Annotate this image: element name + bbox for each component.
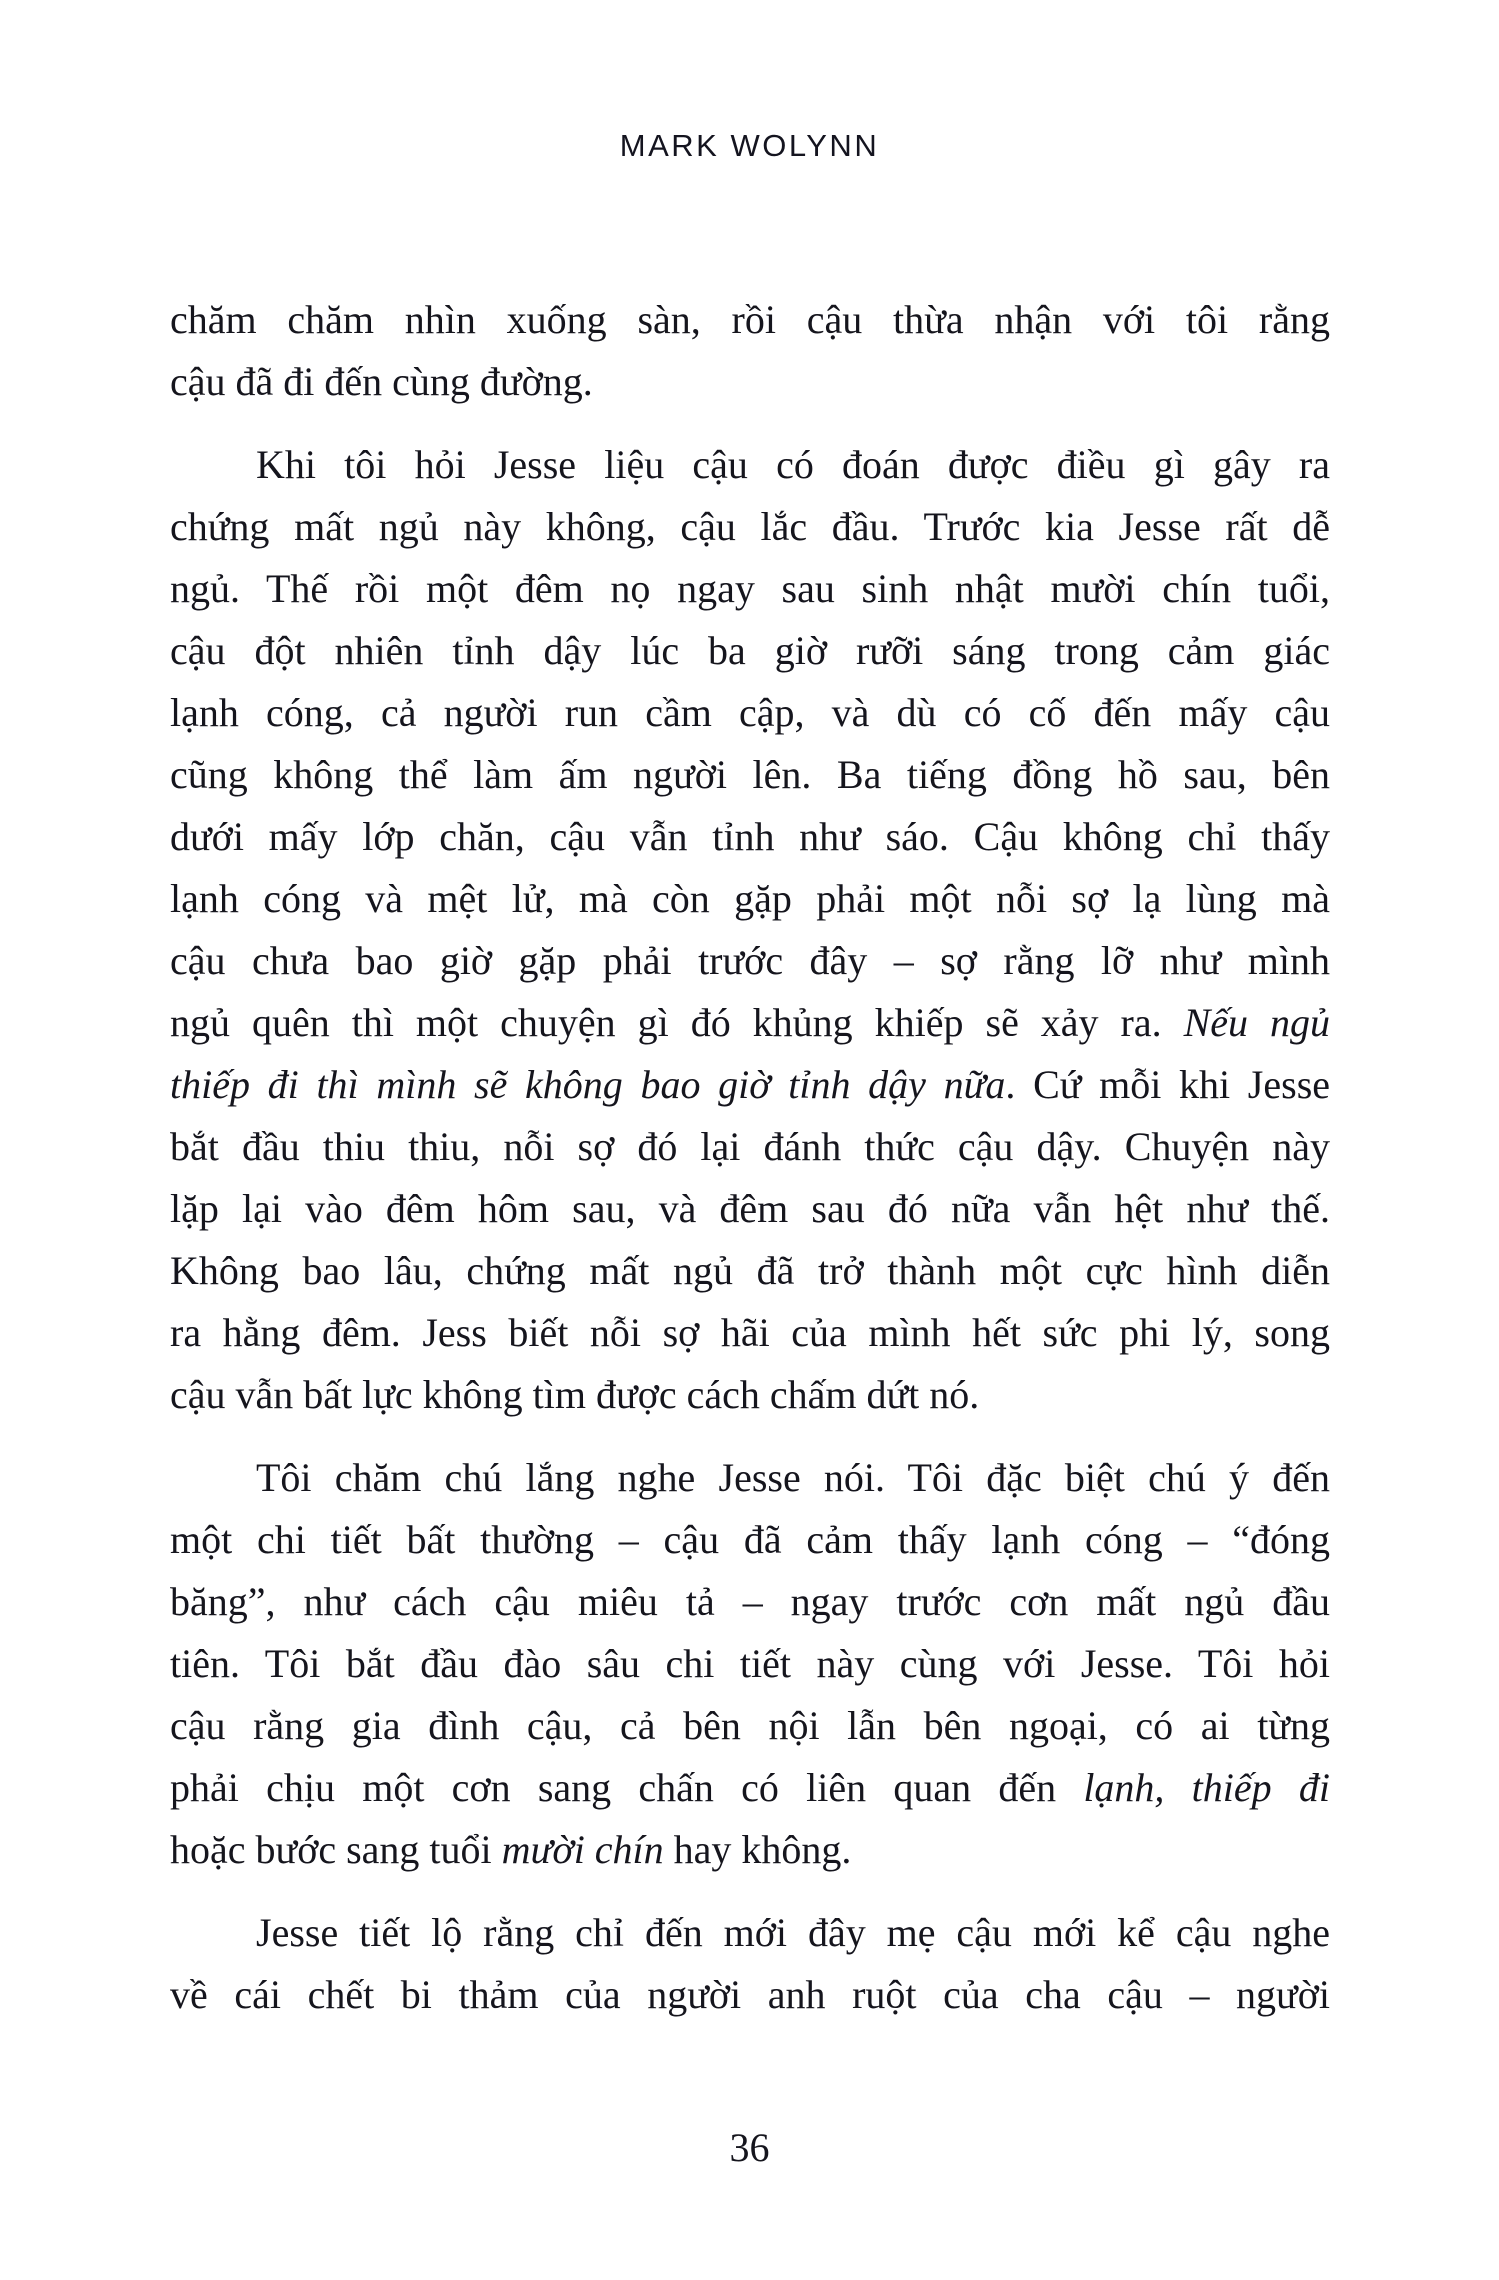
text-line xyxy=(170,1571,1330,1633)
text-run-italic: thiếp đi thì mình sẽ không bao giờ tỉnh dậy nữa xyxy=(170,1062,1006,1107)
text-run: lạnh cóng và mệt lử, mà còn gặp phải một nỗi sợ lạ lùng mà xyxy=(170,876,1330,921)
text-run: chứng mất ngủ này không, cậu lắc đầu. Trước kia Jesse rất dễ xyxy=(170,504,1330,549)
text-line xyxy=(170,434,1330,496)
page-body xyxy=(170,289,1330,2026)
text-line xyxy=(170,744,1330,806)
text-run: hoặc bước sang tuổi xyxy=(170,1827,502,1872)
text-run: lạnh cóng, cả người run cầm cập, và dù có cố đến mấy cậu xyxy=(170,690,1330,735)
text-run: một chi tiết bất thường – cậu đã cảm thấy lạnh cóng – “đóng xyxy=(170,1517,1330,1562)
text-line xyxy=(170,1240,1330,1302)
text-run: ra hằng đêm. Jess biết nỗi sợ hãi của mình hết sức phi lý, song xyxy=(170,1310,1330,1355)
text-run: dưới mấy lớp chăn, cậu vẫn tỉnh như sáo. Cậu không chỉ thấy xyxy=(170,814,1330,859)
text-run: ngủ quên thì một chuyện gì đó khủng khiếp sẽ xảy ra. xyxy=(170,1000,1184,1045)
text-line xyxy=(170,496,1330,558)
text-run: phải chịu một cơn sang chấn có liên quan đến xyxy=(170,1765,1084,1810)
text-run: cũng không thể làm ấm người lên. Ba tiếng đồng hồ sau, bên xyxy=(170,752,1330,797)
text-run: cậu vẫn bất lực không tìm được cách chấm dứt nó. xyxy=(170,1372,980,1417)
text-run-italic: mười chín xyxy=(501,1827,664,1872)
paragraph xyxy=(170,1447,1330,1881)
text-line xyxy=(170,1054,1330,1116)
text-line xyxy=(170,1633,1330,1695)
text-run: về cái chết bi thảm của người anh ruột của cha cậu – người xyxy=(170,1972,1330,2017)
text-run: lặp lại vào đêm hôm sau, và đêm sau đó nữa vẫn hệt như thế. xyxy=(170,1186,1330,1231)
text-line xyxy=(170,1757,1330,1819)
text-run: cậu rằng gia đình cậu, cả bên nội lẫn bên ngoại, có ai từng xyxy=(170,1703,1330,1748)
text-line xyxy=(170,1302,1330,1364)
paragraph xyxy=(170,289,1330,413)
text-run: cậu đã đi đến cùng đường. xyxy=(170,359,593,404)
text-run: ngủ. Thế rồi một đêm nọ ngay sau sinh nhật mười chín tuổi, xyxy=(170,566,1330,611)
text-run: bắt đầu thiu thiu, nỗi sợ đó lại đánh thức cậu dậy. Chuyện này xyxy=(170,1124,1330,1169)
text-run: Khi tôi hỏi Jesse liệu cậu có đoán được điều gì gây ra xyxy=(256,442,1330,487)
text-line xyxy=(170,558,1330,620)
text-line xyxy=(170,1695,1330,1757)
text-line xyxy=(170,1447,1330,1509)
paragraph xyxy=(170,1902,1330,2026)
text-line xyxy=(170,351,1330,413)
text-line xyxy=(170,1509,1330,1571)
text-line xyxy=(170,868,1330,930)
text-line xyxy=(170,1364,1330,1426)
text-run: băng”, như cách cậu miêu tả – ngay trước cơn mất ngủ đầu xyxy=(170,1579,1330,1624)
text-line xyxy=(170,682,1330,744)
text-run: tiên. Tôi bắt đầu đào sâu chi tiết này cùng với Jesse. Tôi hỏi xyxy=(170,1641,1330,1686)
text-line xyxy=(170,1964,1330,2026)
text-line xyxy=(170,620,1330,682)
text-line xyxy=(170,806,1330,868)
text-line xyxy=(170,1178,1330,1240)
text-run: . Cứ mỗi khi Jesse xyxy=(1005,1062,1331,1107)
text-line xyxy=(170,289,1330,351)
text-line xyxy=(170,1902,1330,1964)
text-line xyxy=(170,1819,1330,1881)
running-header-title: MARK WOLYNN xyxy=(619,128,880,163)
text-run: Jesse tiết lộ rằng chỉ đến mới đây mẹ cậu mới kể cậu nghe xyxy=(256,1910,1330,1955)
text-run: Tôi chăm chú lắng nghe Jesse nói. Tôi đặc biệt chú ý đến xyxy=(256,1455,1330,1500)
text-line xyxy=(170,992,1330,1054)
text-run: Không bao lâu, chứng mất ngủ đã trở thành một cực hình diễn xyxy=(170,1248,1330,1293)
text-run: hay không. xyxy=(663,1827,852,1872)
text-line xyxy=(170,930,1330,992)
text-run: cậu đột nhiên tỉnh dậy lúc ba giờ rưỡi sáng trong cảm giác xyxy=(170,628,1330,673)
paragraph xyxy=(170,434,1330,1426)
page-number: 36 xyxy=(729,2125,770,2170)
text-run: chăm chăm nhìn xuống sàn, rồi cậu thừa nhận với tôi rằng xyxy=(170,297,1330,342)
text-line xyxy=(170,1116,1330,1178)
text-run-italic: Nếu ngủ xyxy=(1183,1000,1331,1045)
text-run: cậu chưa bao giờ gặp phải trước đây – sợ rằng lỡ như mình xyxy=(170,938,1330,983)
text-run-italic: lạnh, thiếp đi xyxy=(1083,1765,1330,1810)
